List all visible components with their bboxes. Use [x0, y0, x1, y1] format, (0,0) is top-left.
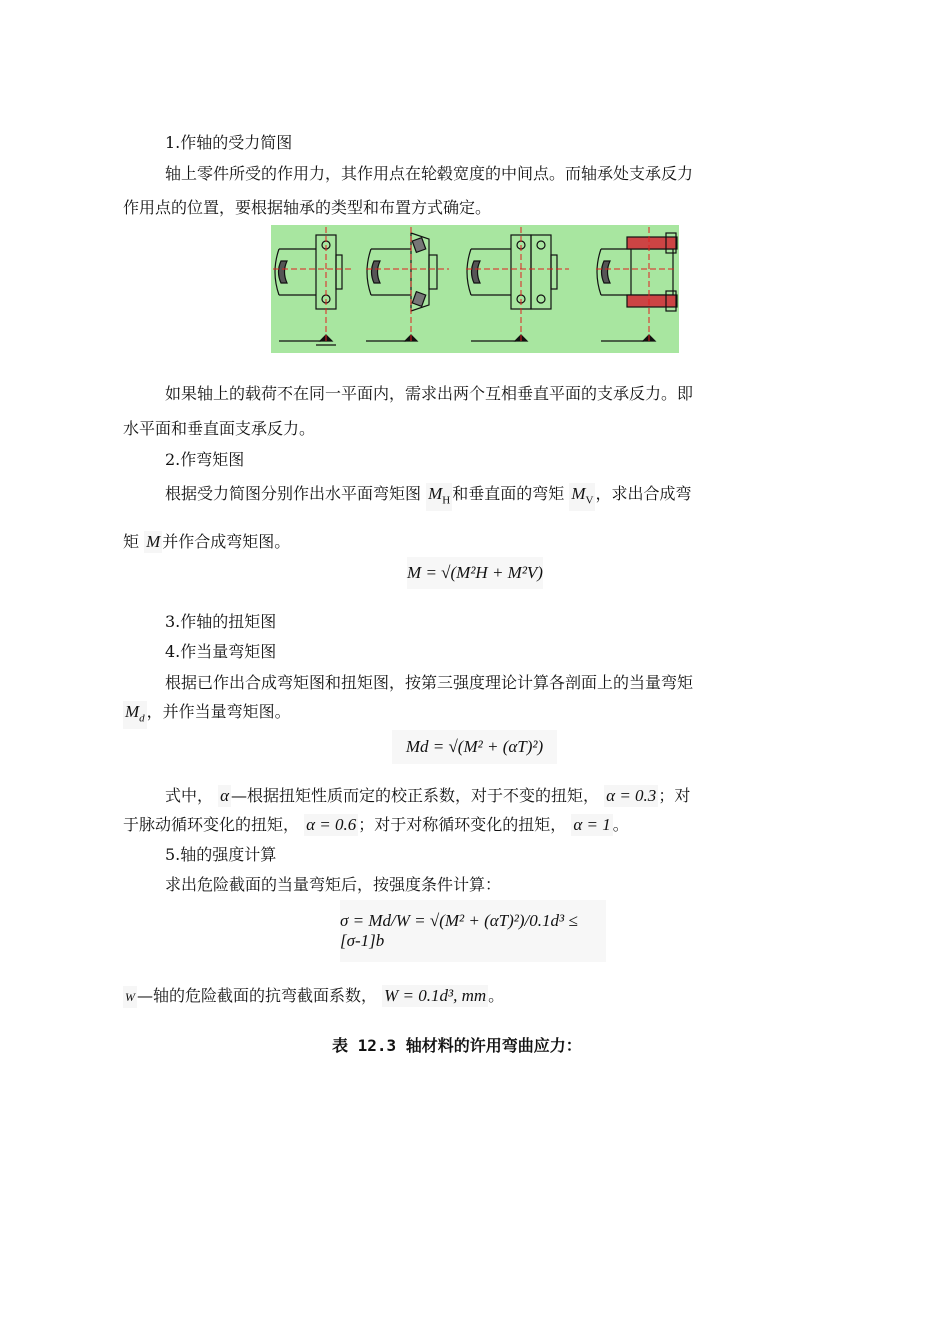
text-fragment: ，求出合成弯 [595, 484, 692, 503]
paragraph-line [123, 531, 290, 553]
text-fragment: 式中， [165, 786, 214, 805]
math-MH: $M_H$ [426, 483, 452, 511]
paragraph-line: 作用点的位置，要根据轴承的类型和布置方式确定。 [123, 198, 492, 217]
text-fragment: 根据受力简图分别作出水平面弯矩图 [165, 484, 422, 503]
section-5-heading: 5.轴的强度计算 [165, 845, 277, 864]
section-2-heading: 2.作弯矩图 [165, 450, 245, 469]
text-fragment: 矩 [123, 532, 140, 551]
text-fragment: ；对 [658, 786, 691, 805]
paragraph-line [165, 785, 690, 807]
equation-equivalent-moment: Md = √(M² + (αT)²) [392, 730, 557, 764]
text-fragment: —根据扭矩性质而定的校正系数，对于不变的扭矩， [231, 786, 600, 805]
math-alpha-0.6: α = 0.6 [306, 815, 357, 834]
paragraph-line: 轴上零件所受的作用力，其作用点在轮毂宽度的中间点。而轴承处支承反力 [165, 164, 694, 183]
text-fragment: 。 [612, 815, 629, 834]
paragraph-line: 如果轴上的载荷不在同一平面内，需求出两个互相垂直平面的支承反力。即 [165, 384, 694, 403]
math-MV: $M_V$ [569, 483, 595, 511]
text-fragment: 并作合成弯矩图。 [162, 532, 291, 551]
math-alpha-1: α = 1 [573, 815, 611, 834]
text-fragment: 。 [488, 986, 505, 1005]
paragraph-line: 求出危险截面的当量弯矩后，按强度条件计算： [165, 875, 502, 894]
text-fragment: 和垂直面的弯矩 [452, 484, 565, 503]
text-fragment: ，并作当量弯矩图。 [146, 702, 291, 721]
equation-resultant-moment: M = √(M²H + M²V) [407, 557, 543, 589]
paragraph-line [123, 701, 291, 729]
math-alpha: α [220, 786, 230, 805]
paragraph-line: 水平面和垂直面支承反力。 [123, 419, 316, 438]
bearing-diagram-svg [271, 225, 679, 353]
paragraph-line [123, 985, 504, 1008]
text-fragment: 于脉动循环变化的扭矩， [123, 815, 300, 834]
section-4-heading: 4.作当量弯矩图 [165, 642, 277, 661]
math-M: M [146, 532, 161, 551]
paragraph-line [123, 814, 629, 836]
math-alpha-0.3: α = 0.3 [606, 786, 657, 805]
section-1-heading: 1.作轴的受力简图 [165, 133, 293, 152]
math-W-eq: W = 0.1d³, mm [384, 986, 487, 1005]
bearing-support-diagram [271, 225, 679, 353]
math-Md: $M_d$ [123, 701, 147, 729]
paragraph-line [165, 483, 691, 511]
text-fragment: —轴的危险截面的抗弯截面系数， [137, 986, 378, 1005]
math-W: W [123, 986, 137, 1008]
paragraph-line: 根据已作出合成弯矩图和扭矩图，按第三强度理论计算各剖面上的当量弯矩 [165, 673, 694, 692]
text-fragment: ；对于对称循环变化的扭矩， [358, 815, 567, 834]
equation-strength-condition: σ = Md/W = √(M² + (αT)²)/0.1d³ ≤ [σ-1]b [340, 900, 606, 962]
table-caption: 表 12.3 轴材料的许用弯曲应力： [332, 1036, 582, 1055]
section-3-heading: 3.作轴的扭矩图 [165, 612, 277, 631]
